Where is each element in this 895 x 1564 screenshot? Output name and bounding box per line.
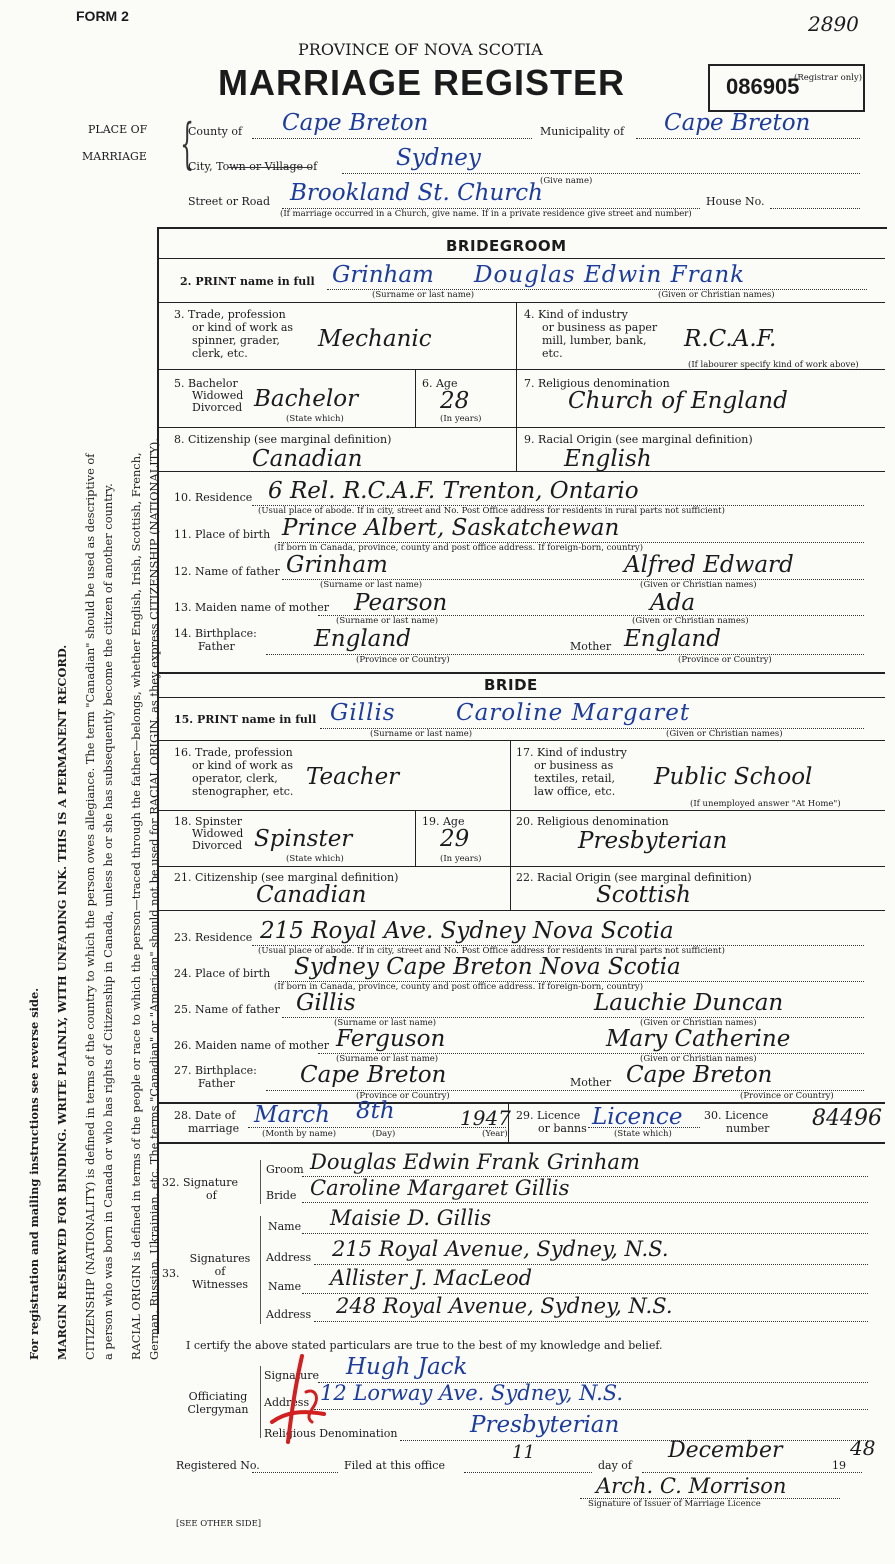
groom-mother-given: Ada xyxy=(650,590,696,616)
bride-surname: Gillis xyxy=(330,700,396,726)
bride-mother-birthplace: Cape Breton xyxy=(626,1062,773,1088)
bride-given-names: Caroline Margaret xyxy=(456,700,691,726)
filed-day: 11 xyxy=(512,1442,535,1463)
groom-mother-birthplace: England xyxy=(624,626,721,652)
marriage-label: MARRIAGE xyxy=(82,150,147,163)
bride-status: Spinster xyxy=(254,826,353,852)
bride-signature-label: Bride xyxy=(266,1189,297,1202)
filed-year: 48 xyxy=(850,1436,876,1460)
bride-heading: BRIDE xyxy=(484,676,538,694)
registered-label: Registered No. xyxy=(176,1459,260,1472)
surname-caption: (Surname or last name) xyxy=(372,290,475,300)
age-caption: (In years) xyxy=(440,414,482,424)
street-label: Street or Road xyxy=(188,195,271,208)
groom-citizenship: Canadian xyxy=(252,446,363,472)
city-label: City, Town or Village of xyxy=(188,160,318,173)
given-caption: (Given or Christian names) xyxy=(658,290,775,300)
bride-age: 29 xyxy=(440,826,470,852)
birth-caption: (If born in Canada, province, county and post office address. If foreign-born, country) xyxy=(274,543,644,553)
filed-month: December xyxy=(668,1438,783,1463)
witness-1-name: Maisie D. Gillis xyxy=(330,1206,492,1230)
county-value: Cape Breton xyxy=(282,110,429,136)
file-number: 2890 xyxy=(808,12,859,36)
groom-father-label: 12. Name of father xyxy=(174,565,280,578)
bride-father-birthplace: Cape Breton xyxy=(300,1062,447,1088)
marriage-day: 8th xyxy=(356,1098,395,1124)
register-box-note: (Registrar only) xyxy=(794,73,863,83)
state-which-caption: (State which) xyxy=(286,414,344,424)
signature-label: 32. Signature of xyxy=(162,1176,239,1202)
groom-industry-label: 4. Kind of industry or business as paper mill, lumber, bank, etc. xyxy=(524,308,658,360)
margin-line-3: CITIZENSHIP (NATIONALITY) is defined in terms of the country to which the person owes allegiance. The term "Canadian" should be used as descriptive of xyxy=(83,453,97,1360)
red-check-mark-icon xyxy=(262,1352,342,1448)
page-title: MARRIAGE REGISTER xyxy=(218,62,626,103)
licence-number: 84496 xyxy=(812,1106,882,1131)
clergyman-denomination: Presbyterian xyxy=(470,1412,620,1438)
groom-parents-birth-label: 14. Birthplace: Father xyxy=(174,627,257,653)
give-name-caption: (Give name) xyxy=(540,176,593,186)
margin-line-1: For registration and mailing instructions see reverse side. xyxy=(27,987,41,1360)
bride-citizenship-label: 21. Citizenship (see marginal definition) xyxy=(174,871,399,884)
province-heading: PROVINCE OF NOVA SCOTIA xyxy=(298,40,543,59)
street-value: Brookland St. Church xyxy=(290,180,543,206)
groom-signature: Douglas Edwin Frank Grinham xyxy=(310,1150,640,1174)
field-33: 33. xyxy=(162,1267,180,1280)
bride-birthplace-label: 24. Place of birth xyxy=(174,967,271,980)
groom-status-label: 5. Bachelor Widowed Divorced xyxy=(174,377,244,414)
clergyman-signature: Hugh Jack xyxy=(346,1354,468,1380)
bride-mother-surname: Ferguson xyxy=(336,1026,446,1052)
bride-status-label: 18. Spinster Widowed Divorced xyxy=(174,815,244,852)
groom-origin: English xyxy=(564,446,652,472)
bride-trade: Teacher xyxy=(306,764,400,790)
licence-number-label: 30. Licence number xyxy=(704,1109,770,1135)
bride-industry-label: 17. Kind of industry or business as textiles, retail, law office, etc. xyxy=(516,746,627,798)
register-number-box xyxy=(708,64,865,112)
witnesses-label: Signatures of Witnesses xyxy=(189,1252,251,1291)
bride-father-given: Lauchie Duncan xyxy=(594,990,784,1016)
municipality-value: Cape Breton xyxy=(664,110,811,136)
groom-citizenship-label: 8. Citizenship (see marginal definition) xyxy=(174,433,392,446)
groom-given-names: Douglas Edwin Frank xyxy=(474,262,746,288)
labourer-caption: (If labourer specify kind of work above) xyxy=(688,360,859,370)
filed-label: Filed at this office xyxy=(344,1459,445,1472)
house-label: House No. xyxy=(706,195,765,208)
brace: { xyxy=(180,112,195,175)
groom-age: 28 xyxy=(440,388,470,414)
bride-birthplace: Sydney Cape Breton Nova Scotia xyxy=(294,954,681,980)
place-label: PLACE OF xyxy=(88,123,148,136)
marriage-month: March xyxy=(254,1102,330,1128)
bride-residence: 215 Royal Ave. Sydney Nova Scotia xyxy=(260,918,674,944)
issuer-caption: Signature of Issuer of Marriage Licence xyxy=(588,1499,761,1509)
bride-mother-given: Mary Catherine xyxy=(606,1026,791,1052)
groom-mother-surname: Pearson xyxy=(354,590,448,616)
bride-origin-label: 22. Racial Origin (see marginal definition) xyxy=(516,871,752,884)
bride-parents-birth-label: 27. Birthplace: Father xyxy=(174,1064,257,1090)
date-label: 28. Date of marriage xyxy=(174,1109,240,1135)
groom-religion-label: 7. Religious denomination xyxy=(524,377,670,390)
margin-line-4: a person who was born in Canada or who has rights of Citizenship in Canada, unless he or she has subsequently become the citizen of another country. xyxy=(101,483,115,1360)
groom-religion: Church of England xyxy=(568,388,788,414)
clergyman-address: 12 Lorway Ave. Sydney, N.S. xyxy=(320,1381,624,1405)
bridegroom-heading: BRIDEGROOM xyxy=(446,237,567,255)
groom-trade: Mechanic xyxy=(318,326,432,352)
marginal-definitions xyxy=(26,0,166,1360)
groom-status: Bachelor xyxy=(254,386,359,412)
bride-father-label: 25. Name of father xyxy=(174,1003,280,1016)
licence-label: 29. Licence or banns xyxy=(516,1109,587,1135)
place-note: (If marriage occurred in a Church, give name. If in a private residence give street and number) xyxy=(280,209,692,219)
bride-industry: Public School xyxy=(654,764,813,790)
groom-birthplace: Prince Albert, Saskatchewan xyxy=(282,515,620,541)
municipality-label: Municipality of xyxy=(540,125,625,138)
bride-religion: Presbyterian xyxy=(578,828,728,854)
city-value: Sydney xyxy=(396,145,481,171)
bride-name-label: 15. PRINT name in full xyxy=(174,713,317,726)
see-other-side: [SEE OTHER SIDE] xyxy=(176,1519,262,1529)
groom-age-label: 6. Age xyxy=(422,377,458,390)
groom-birthplace-label: 11. Place of birth xyxy=(174,528,271,541)
marriage-year: 1947 xyxy=(460,1106,511,1130)
groom-surname: Grinham xyxy=(332,262,434,288)
clergyman-label: Officiating Clergyman xyxy=(187,1390,249,1416)
bride-trade-label: 16. Trade, profession or kind of work as operator, clerk, stenographer, etc. xyxy=(174,746,294,798)
bride-mother-label: 26. Maiden name of mother xyxy=(174,1039,330,1052)
form-number: FORM 2 xyxy=(76,8,129,24)
groom-father-given: Alfred Edward xyxy=(624,552,794,578)
unemployed-caption: (If unemployed answer "At Home") xyxy=(690,799,841,809)
certification: I certify the above stated particulars are true to the best of my knowledge and belief. xyxy=(186,1339,663,1352)
margin-line-5: RACIAL ORIGIN is defined in terms of the people or race to which the person—traced through the father—belongs, whether English, Irish, Scottish, French, xyxy=(129,452,143,1360)
groom-father-surname: Grinham xyxy=(286,552,388,578)
witness-2-address: 248 Royal Avenue, Sydney, N.S. xyxy=(336,1294,673,1318)
margin-line-6: German, Russian, Ukrainian, etc. The terms "Canadian" or "American" should not be used for RACIAL ORIGIN, as they express CITIZENSHIP (NATIONALITY). xyxy=(147,438,161,1360)
groom-mother-birth-label: Mother xyxy=(570,640,612,653)
margin-line-2: MARGIN RESERVED FOR BINDING. WRITE PLAINLY, WITH UNFADING INK. THIS IS A PERMANENT RECORD. xyxy=(55,644,69,1360)
bride-religion-label: 20. Religious denomination xyxy=(516,815,669,828)
bride-origin: Scottish xyxy=(596,882,691,908)
register-number: 086905 xyxy=(726,74,800,99)
groom-residence-label: 10. Residence xyxy=(174,491,253,504)
licence-or-banns: Licence xyxy=(592,1104,683,1130)
county-label: County of xyxy=(188,125,243,138)
bride-citizenship: Canadian xyxy=(256,882,367,908)
groom-industry: R.C.A.F. xyxy=(684,326,777,352)
witness-2-name: Allister J. MacLeod xyxy=(330,1266,533,1290)
groom-name-label: 2. PRINT name in full xyxy=(180,275,315,288)
groom-origin-label: 9. Racial Origin (see marginal definition) xyxy=(524,433,753,446)
groom-residence: 6 Rel. R.C.A.F. Trenton, Ontario xyxy=(268,478,639,504)
issuer-signature: Arch. C. Morrison xyxy=(596,1474,787,1498)
bride-residence-label: 23. Residence xyxy=(174,931,253,944)
bride-signature: Caroline Margaret Gillis xyxy=(310,1176,570,1200)
groom-trade-label: 3. Trade, profession or kind of work as spinner, grader, clerk, etc. xyxy=(174,308,294,360)
bride-age-label: 19. Age xyxy=(422,815,465,828)
witness-1-address: 215 Royal Avenue, Sydney, N.S. xyxy=(332,1237,669,1261)
residence-caption: (Usual place of abode. If in city, street and No. Post Office address for residents in rural parts not sufficient) xyxy=(258,506,725,516)
groom-mother-label: 13. Maiden name of mother xyxy=(174,601,330,614)
bride-father-surname: Gillis xyxy=(296,990,356,1016)
groom-father-birthplace: England xyxy=(314,626,411,652)
groom-signature-label: Groom xyxy=(266,1163,304,1176)
